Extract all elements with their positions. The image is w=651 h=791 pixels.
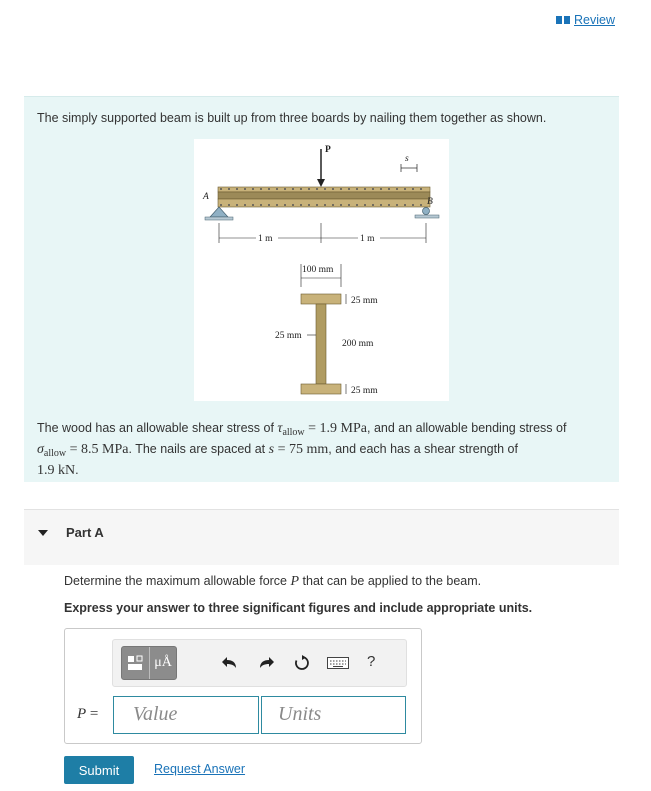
- review-label: Review: [574, 13, 615, 27]
- desc-text-5: .: [75, 463, 79, 477]
- request-answer-link[interactable]: Request Answer: [154, 762, 246, 776]
- answer-variable: P: [77, 706, 87, 722]
- reset-icon[interactable]: [291, 652, 313, 674]
- desc-text-2: , and an allowable bending stress of: [367, 421, 567, 435]
- spacing-value: = 75 mm: [274, 442, 329, 457]
- nail-strength-value: 1.9 kN: [37, 463, 76, 478]
- desc-text-3: . The nails are spaced at: [128, 442, 269, 456]
- web-height-label: 200 mm: [342, 339, 374, 349]
- caret-down-icon[interactable]: [38, 530, 48, 536]
- beam-figure: [194, 139, 449, 401]
- problem-statement: [24, 96, 619, 482]
- units-button[interactable]: μÅ: [149, 647, 176, 679]
- tau-symbol: τ: [277, 421, 283, 436]
- submit-button[interactable]: Submit: [64, 756, 134, 784]
- web-thickness-label: 25 mm: [275, 331, 302, 341]
- book-icon: [556, 15, 570, 25]
- part-title: Part A: [66, 525, 104, 540]
- review-link[interactable]: [556, 13, 615, 27]
- load-label: P: [325, 145, 331, 155]
- desc-text-4: , and each has a shear strength of: [328, 442, 518, 456]
- keyboard-icon[interactable]: [325, 652, 351, 674]
- tau-subscript: allow: [282, 427, 305, 438]
- value-input[interactable]: Value: [113, 696, 259, 734]
- flange-width-label: 100 mm: [302, 265, 334, 275]
- tau-value: = 1.9 MPa: [304, 421, 367, 436]
- question-post: that can be applied to the beam.: [299, 574, 482, 588]
- top-flange-thickness-label: 25 mm: [351, 296, 378, 306]
- answer-box: [64, 628, 422, 744]
- span-left-label: 1 m: [258, 234, 273, 244]
- sigma-value: = 8.5 MPa: [66, 442, 129, 457]
- span-right-label: 1 m: [360, 234, 375, 244]
- spacing-label: s: [405, 154, 409, 164]
- part-a-header[interactable]: [24, 509, 619, 565]
- problem-intro: The simply supported beam is built up from three boards by nailing them together as shown.: [37, 111, 547, 125]
- beam-diagram: [194, 139, 449, 401]
- help-icon[interactable]: ?: [367, 653, 376, 670]
- question-variable: P: [290, 574, 300, 589]
- redo-icon[interactable]: [255, 652, 277, 674]
- question-pre: Determine the maximum allowable force: [64, 574, 291, 588]
- answer-equals: =: [86, 706, 99, 722]
- templates-button[interactable]: [121, 646, 177, 680]
- support-a-label: A: [203, 192, 209, 202]
- math-toolbar: [112, 639, 407, 687]
- question-text: [64, 574, 481, 590]
- desc-text-1: The wood has an allowable shear stress of: [37, 421, 278, 435]
- answer-label: [77, 706, 98, 723]
- sigma-symbol: σ: [37, 442, 44, 457]
- bottom-flange-thickness-label: 25 mm: [351, 386, 378, 396]
- answer-instruction: Express your answer to three significant figures and include appropriate units.: [64, 601, 533, 615]
- units-input[interactable]: Units: [261, 696, 406, 734]
- templates-icon: [122, 647, 149, 679]
- problem-description: [37, 420, 612, 479]
- sigma-subscript: allow: [43, 448, 67, 459]
- spacing-variable: s: [268, 442, 275, 457]
- support-b-label: B: [427, 197, 433, 207]
- undo-icon[interactable]: [219, 652, 241, 674]
